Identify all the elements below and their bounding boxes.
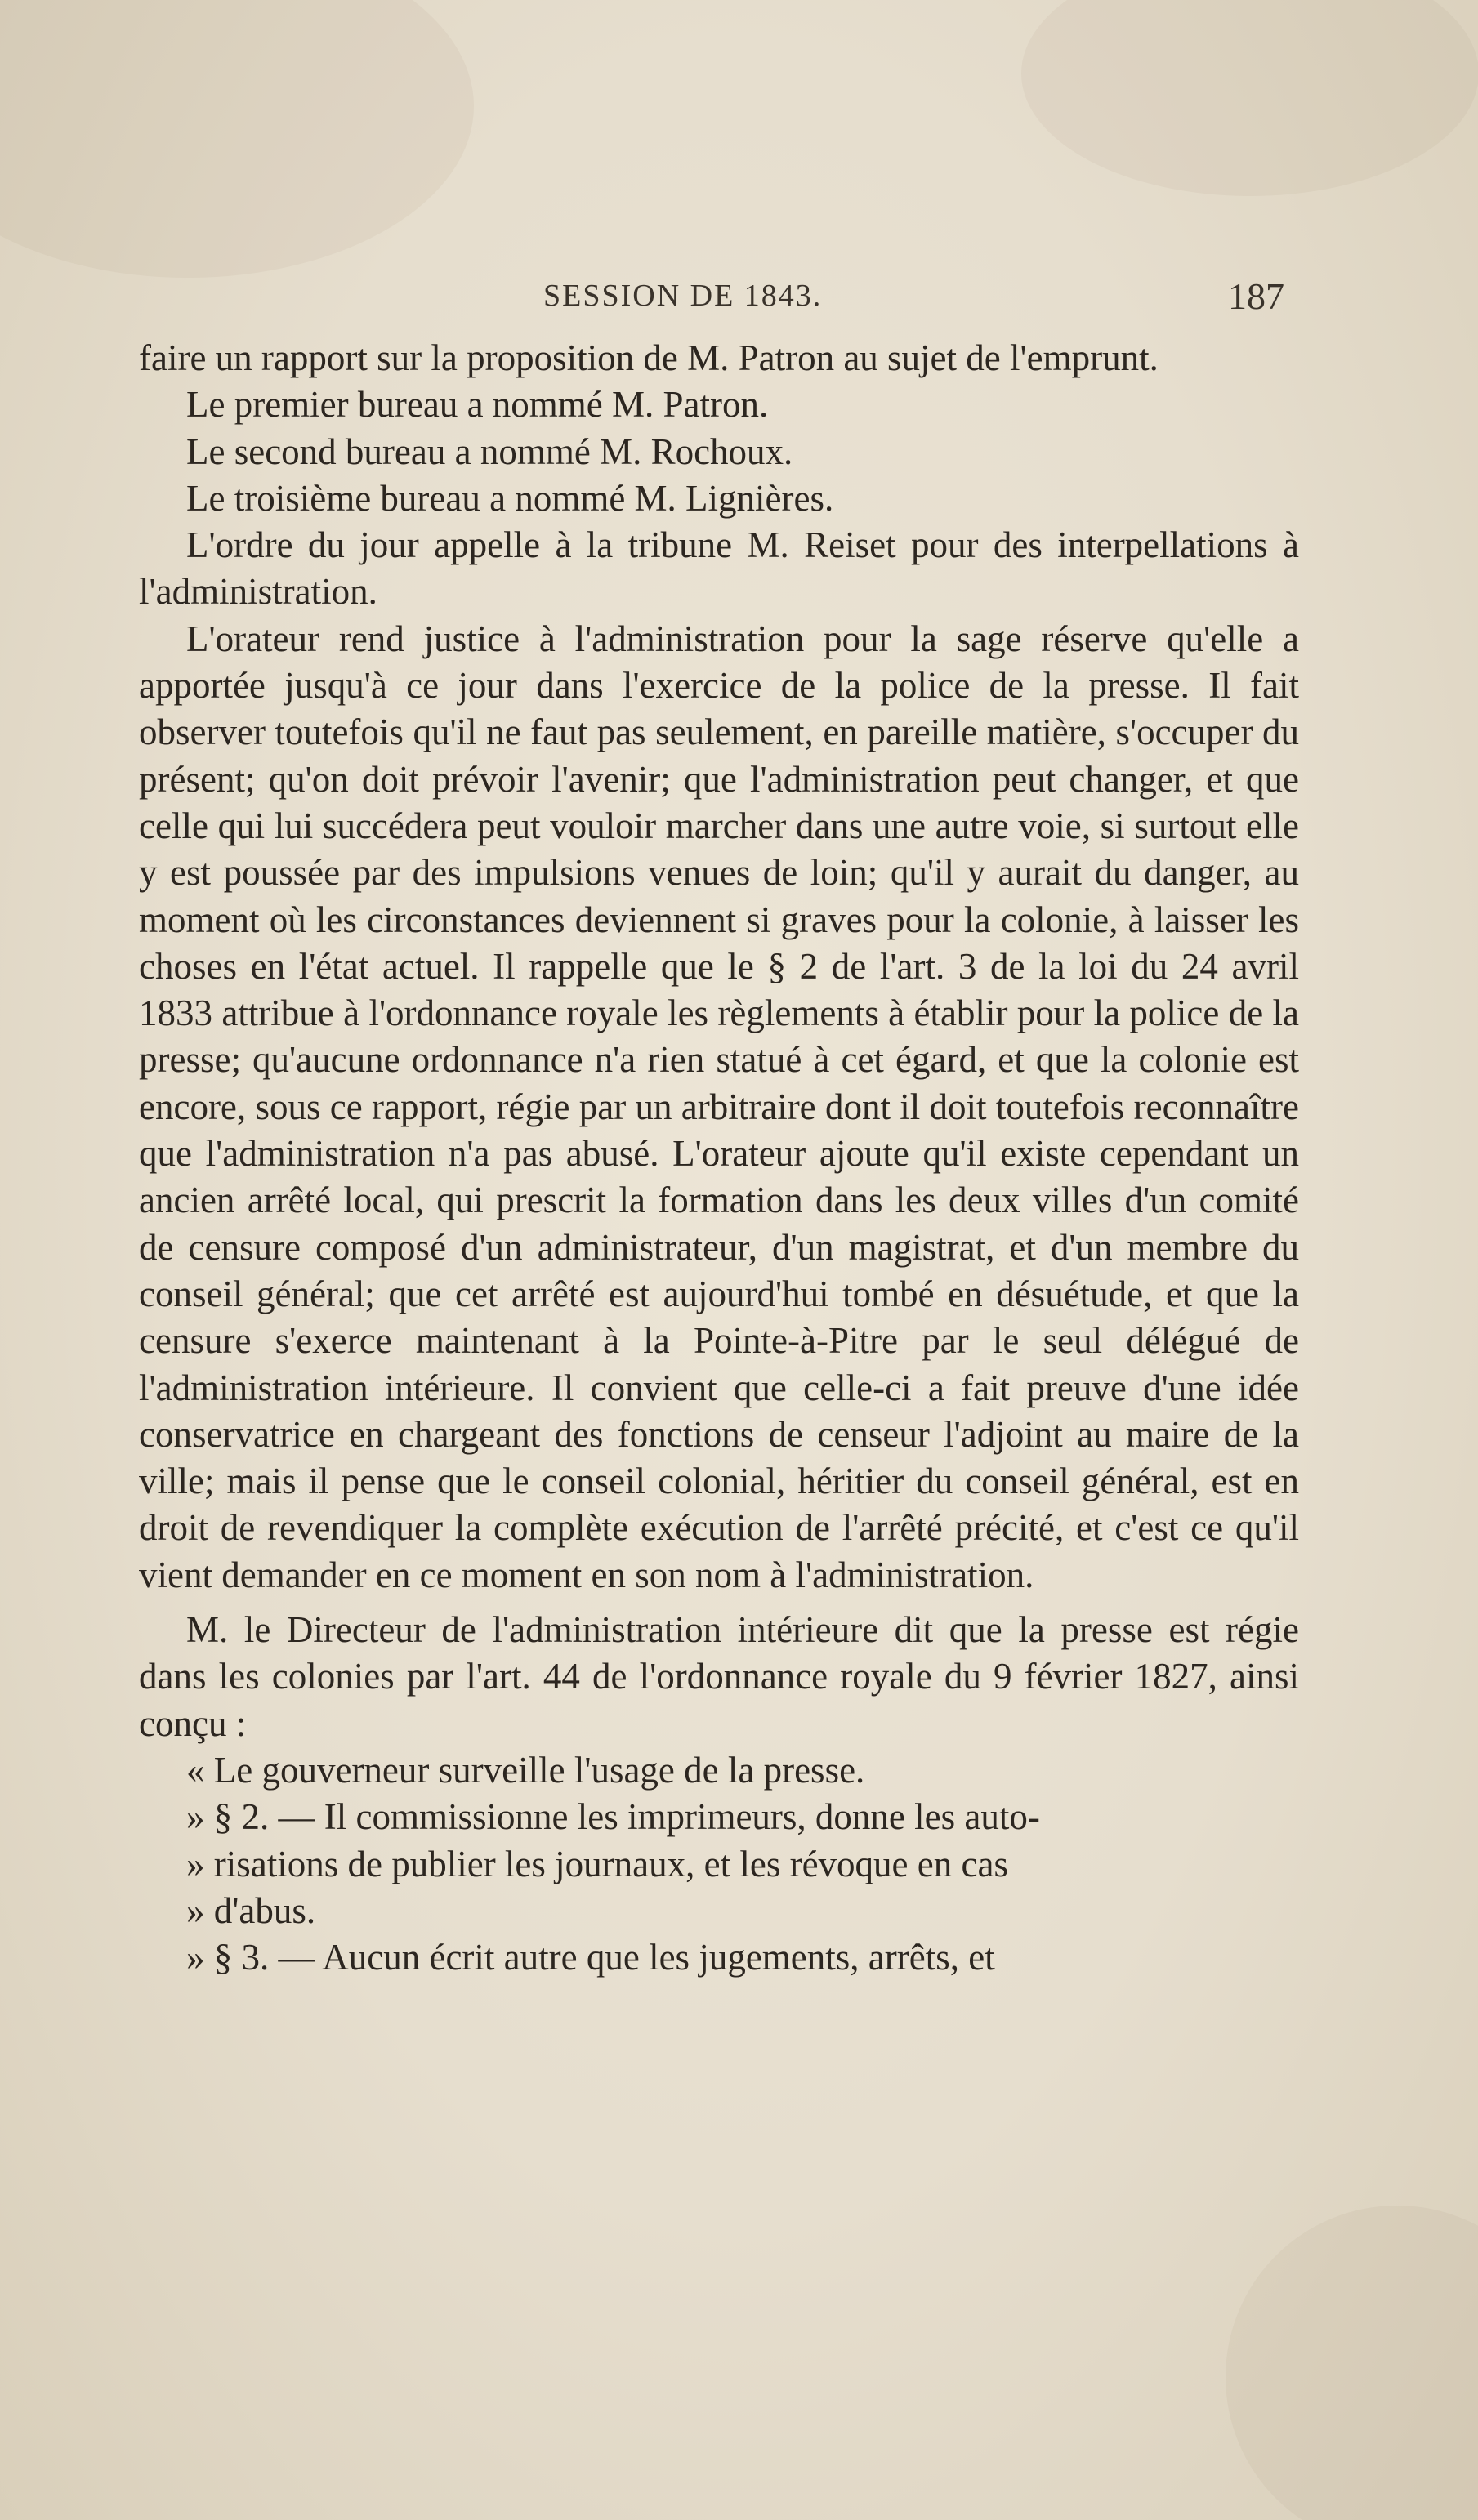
paragraph-third-bureau: Le troisième bureau a nommé M. Lignières. <box>186 477 834 519</box>
page-number: 187 <box>1228 275 1284 317</box>
ordinance-quote <box>139 1747 1299 1981</box>
paragraph-first-bureau: Le premier bureau a nommé M. Patron. <box>186 384 769 426</box>
paragraph-second-bureau: Le second bureau a nommé M. Rochoux. <box>186 430 793 472</box>
quote-line: » § 3. — Aucun écrit autre que les jugements, arrêts, et <box>186 1937 995 1978</box>
paragraph-continuation: faire un rapport sur la proposition de M. Patron au sujet de l'emprunt. <box>139 337 1159 378</box>
quote-line: » risations de publier les journaux, et les révoque en cas <box>186 1843 1008 1884</box>
paper-stain <box>1226 2206 1478 2520</box>
quote-line: » d'abus. <box>186 1889 316 1931</box>
paper-stain <box>0 0 474 278</box>
quote-line: » § 2. — Il commissionne les imprimeurs, donne les auto- <box>186 1796 1040 1838</box>
text-block <box>139 270 1299 1981</box>
paragraph-orator-speech: L'orateur rend justice à l'administration pour la sage réserve qu'elle a apportée jusqu'à ce jour dans l'exercice de la police de la presse. Il fait observer toutefois qu'il ne faut pas seulement, en pareille matière, s'occuper du présent; qu'on doit prévoir l'avenir; que l'administration peut changer, et que celle qui lui succédera peut vouloir marcher dans une autre voie, si surtout elle y est poussée par des impulsions venues de loin; qu'il y aurait du danger, au moment où les circonstances deviennent si graves pour la colonie, à laisser les choses en l'état actuel. Il rappelle que le § 2 de l'art. 3 de la loi du 24 avril 1833 attribue à l'ordonnance royale les règlements à établir pour la police de la presse; qu'aucune ordonnance n'a rien statué à cet égard, et que la colonie est encore, sous ce rapport, régie par un arbitraire dont il doit toutefois reconnaître que l'administration n'a pas abusé. L'orateur ajoute qu'il existe cependant un ancien arrêté local, qui prescrit la formation dans les deux villes d'un comité de censure composé d'un administrateur, d'un magistrat, et d'un membre du conseil général; que cet arrêté est aujourd'hui tombé en désuétude, et que la censure s'exerce maintenant à la Pointe-à-Pitre par le seul délégué de l'administration intérieure. Il convient que celle-ci a fait preuve d'une idée conservatrice en chargeant des fonctions de censeur l'adjoint au maire de la ville; mais il pense que le conseil colonial, héritier du conseil général, est en droit de revendiquer la complète exécution de l'arrêté précité, et c'est ce qu'il vient demander en ce moment en son nom à l'administration. <box>139 618 1299 1595</box>
running-title: SESSION DE 1843. <box>543 279 823 313</box>
paragraph-order-of-day: L'ordre du jour appelle à la tribune M. Reiset pour des interpellations à l'administration. <box>139 524 1299 613</box>
running-head <box>139 270 1299 327</box>
paragraph-director-reply: M. le Directeur de l'administration intérieure dit que la presse est régie dans les colonies par l'art. 44 de l'ordonnance royale du 9 février 1827, ainsi conçu : <box>139 1609 1299 1744</box>
quote-line: « Le gouverneur surveille l'usage de la presse. <box>186 1749 865 1791</box>
paper-stain <box>1021 0 1478 196</box>
